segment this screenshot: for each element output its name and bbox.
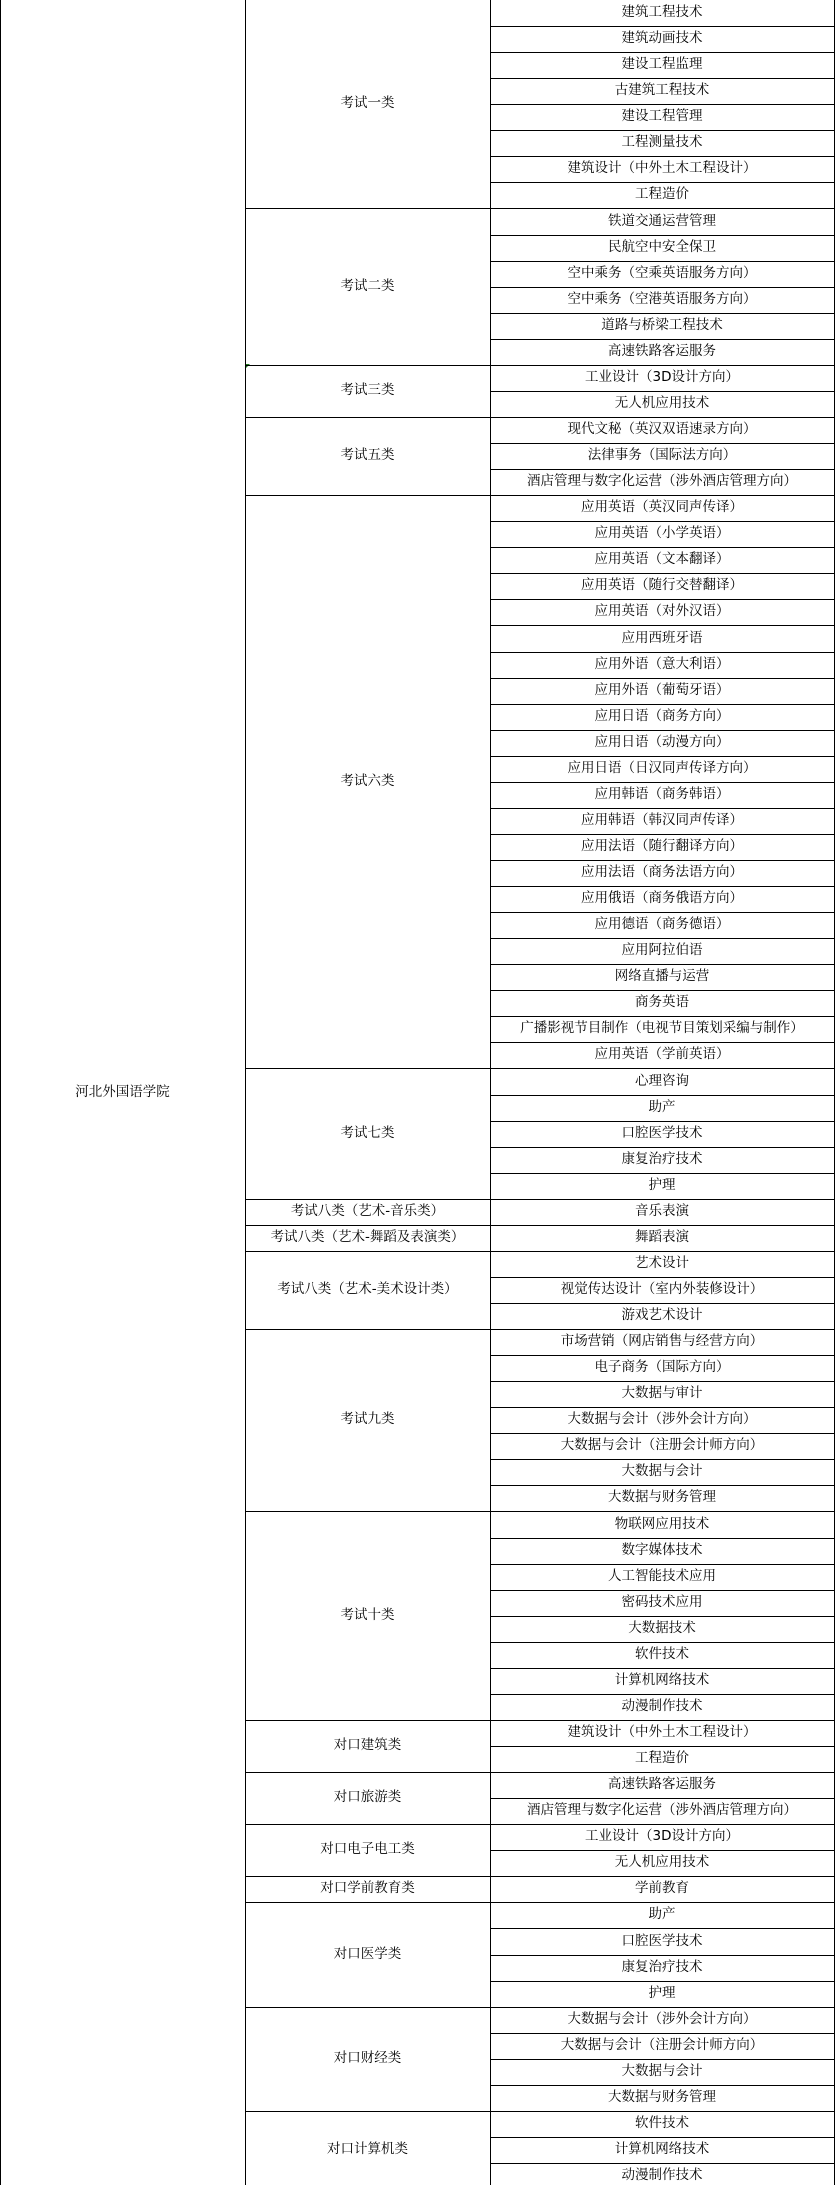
major-cell: 商务英语 — [635, 994, 689, 1011]
major-cell: 软件技术 — [635, 2115, 689, 2132]
major-cell: 大数据与会计（注册会计师方向） — [560, 2037, 764, 2054]
major-cell: 助产 — [648, 1906, 676, 1923]
major-cell: 密码技术应用 — [621, 1594, 703, 1611]
major-cell: 空中乘务（空乘英语服务方向） — [567, 265, 757, 282]
major-cell: 工业设计（3D设计方向） — [585, 369, 739, 386]
major-cell: 市场营销（网店销售与经营方向） — [560, 1333, 764, 1350]
major-cell: 应用外语（葡萄牙语） — [594, 682, 730, 699]
major-cell: 大数据技术 — [628, 1620, 696, 1637]
major-cell: 视觉传达设计（室内外装修设计） — [560, 1281, 764, 1298]
major-cell: 软件技术 — [635, 1646, 689, 1663]
major-cell: 康复治疗技术 — [621, 1151, 703, 1168]
major-cell: 广播影视节目制作（电视节目策划采编与制作） — [520, 1020, 804, 1037]
major-cell: 法律事务（国际法方向） — [587, 447, 737, 464]
category-cell: 考试十类 — [340, 1606, 395, 1623]
major-cell: 大数据与审计 — [621, 1385, 703, 1402]
major-cell: 应用法语（随行翻译方向） — [581, 838, 743, 855]
category-cell: 对口学前教育类 — [320, 1880, 415, 1897]
major-cell: 应用英语（英汉同声传译） — [581, 499, 743, 516]
major-cell: 建筑设计（中外土木工程设计） — [567, 1724, 757, 1741]
major-cell: 口腔医学技术 — [621, 1932, 703, 1949]
category-cell: 对口旅游类 — [333, 1789, 402, 1806]
major-cell: 应用英语（学前英语） — [594, 1046, 730, 1063]
major-cell: 人工智能技术应用 — [608, 1568, 716, 1585]
major-cell: 应用德语（商务德语） — [594, 916, 730, 933]
major-cell: 无人机应用技术 — [614, 1854, 710, 1871]
major-cell: 大数据与会计 — [621, 2063, 703, 2080]
major-cell: 应用英语（随行交替翻译） — [581, 577, 743, 594]
major-cell: 游戏艺术设计 — [621, 1307, 703, 1324]
category-cell: 对口计算机类 — [327, 2141, 408, 2158]
category-cell: 考试九类 — [340, 1411, 395, 1428]
major-cell: 动漫制作技术 — [621, 2167, 703, 2184]
major-cell: 大数据与财务管理 — [608, 2089, 716, 2106]
major-cell: 酒店管理与数字化运营（涉外酒店管理方向） — [527, 473, 797, 490]
major-cell: 应用英语（小学英语） — [594, 525, 730, 542]
major-cell: 空中乘务（空港英语服务方向） — [567, 291, 757, 308]
category-cell: 考试八类（艺术-音乐类） — [290, 1203, 445, 1220]
major-cell: 建筑工程技术 — [621, 4, 703, 21]
major-cell: 物联网应用技术 — [614, 1515, 710, 1532]
major-cell: 建筑设计（中外土木工程设计） — [567, 160, 757, 177]
category-cell: 对口电子电工类 — [320, 1841, 415, 1858]
major-cell: 舞蹈表演 — [635, 1229, 689, 1246]
major-cell: 应用法语（商务法语方向） — [581, 864, 743, 881]
major-cell: 应用外语（意大利语） — [594, 656, 730, 673]
major-cell: 护理 — [648, 1985, 676, 2002]
category-cell: 考试八类（艺术-舞蹈及表演类） — [270, 1229, 465, 1246]
major-cell: 酒店管理与数字化运营（涉外酒店管理方向） — [527, 1802, 797, 1819]
major-cell: 音乐表演 — [635, 1203, 689, 1220]
major-cell: 艺术设计 — [635, 1255, 689, 1272]
major-cell: 无人机应用技术 — [614, 395, 710, 412]
major-cell: 大数据与财务管理 — [608, 1489, 716, 1506]
category-cell: 考试八类（艺术-美术设计类） — [277, 1281, 458, 1298]
major-cell: 应用俄语（商务俄语方向） — [581, 890, 743, 907]
major-cell: 口腔医学技术 — [621, 1125, 703, 1142]
major-cell: 建设工程管理 — [621, 108, 703, 125]
major-cell: 工业设计（3D设计方向） — [585, 1828, 739, 1845]
major-cell: 高速铁路客运服务 — [608, 1776, 716, 1793]
major-cell: 网络直播与运营 — [614, 968, 710, 985]
table-border-left — [0, 0, 1, 2185]
school-name-cell: 河北外国语学院 — [75, 1083, 170, 1100]
major-cell: 数字媒体技术 — [621, 1542, 703, 1559]
category-cell: 考试七类 — [340, 1124, 395, 1141]
major-cell: 铁道交通运营管理 — [608, 212, 716, 229]
major-cell: 高速铁路客运服务 — [608, 343, 716, 360]
major-cell: 应用日语（动漫方向） — [594, 734, 730, 751]
category-cell: 考试六类 — [340, 772, 395, 789]
major-cell: 现代文秘（英汉双语速录方向） — [567, 421, 757, 438]
major-cell: 大数据与会计 — [621, 1463, 703, 1480]
column-divider — [245, 0, 246, 2185]
major-cell: 应用日语（商务方向） — [594, 708, 730, 725]
category-cell: 考试一类 — [340, 95, 395, 112]
major-cell: 应用韩语（韩汉同声传译） — [581, 812, 743, 829]
major-cell: 应用日语（日汉同声传译方向） — [567, 760, 757, 777]
major-cell: 大数据与会计（涉外会计方向） — [567, 1411, 757, 1428]
major-cell: 大数据与会计（注册会计师方向） — [560, 1437, 764, 1454]
major-cell: 大数据与会计（涉外会计方向） — [567, 2011, 757, 2028]
category-cell: 考试二类 — [340, 277, 395, 294]
category-cell: 对口财经类 — [333, 2050, 402, 2067]
major-cell: 古建筑工程技术 — [614, 82, 710, 99]
major-cell: 应用西班牙语 — [621, 629, 703, 646]
major-cell: 道路与桥梁工程技术 — [601, 317, 723, 334]
major-cell: 建筑动画技术 — [621, 30, 703, 47]
major-cell: 康复治疗技术 — [621, 1959, 703, 1976]
major-cell: 计算机网络技术 — [614, 1672, 710, 1689]
major-cell: 电子商务（国际方向） — [594, 1359, 730, 1376]
major-cell: 应用英语（文本翻译） — [594, 551, 730, 568]
major-cell: 应用韩语（商务韩语） — [594, 786, 730, 803]
major-cell: 计算机网络技术 — [614, 2141, 710, 2158]
category-cell: 考试三类 — [340, 382, 395, 399]
major-cell: 工程造价 — [635, 186, 689, 203]
major-cell: 学前教育 — [635, 1880, 689, 1897]
major-cell: 应用英语（对外汉语） — [594, 603, 730, 620]
major-cell: 工程造价 — [635, 1750, 689, 1767]
major-cell: 应用阿拉伯语 — [621, 942, 703, 959]
major-cell: 民航空中安全保卫 — [608, 239, 716, 256]
major-cell: 心理咨询 — [635, 1072, 689, 1089]
major-cell: 助产 — [648, 1099, 676, 1116]
column-divider — [490, 0, 491, 2185]
major-cell: 工程测量技术 — [621, 134, 703, 151]
category-cell: 对口医学类 — [333, 1945, 402, 1962]
major-cell: 动漫制作技术 — [621, 1698, 703, 1715]
major-cell: 建设工程监理 — [621, 56, 703, 73]
category-cell: 对口建筑类 — [333, 1737, 402, 1754]
category-cell: 考试五类 — [340, 447, 395, 464]
major-cell: 护理 — [648, 1177, 676, 1194]
